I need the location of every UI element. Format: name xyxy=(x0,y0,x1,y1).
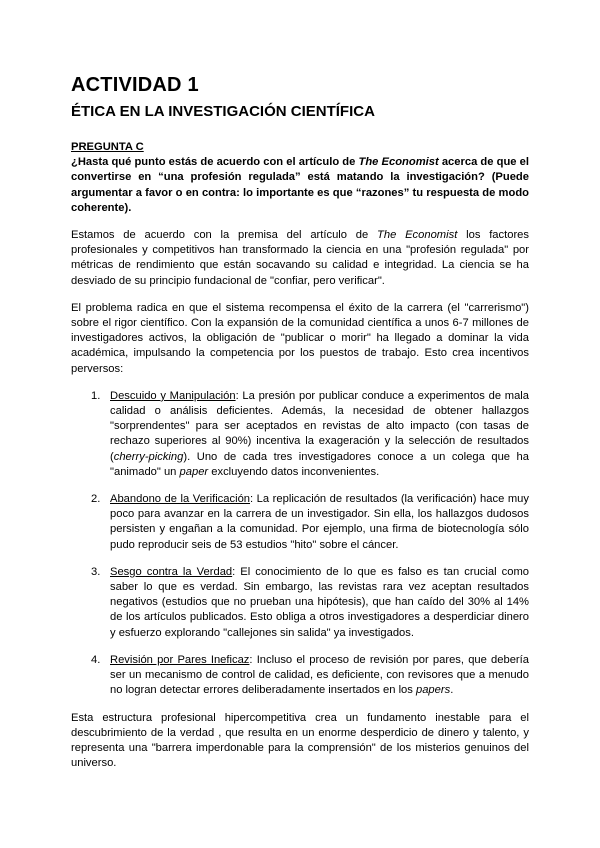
paragraph-intro-1 xyxy=(71,228,529,289)
list-item-heading: Sesgo contra la Verdad xyxy=(110,565,233,578)
list-item xyxy=(71,492,529,553)
list-item-italic: paper xyxy=(179,465,209,478)
list-item xyxy=(71,389,529,480)
magazine-name: The Economist xyxy=(377,229,458,242)
document-title: ACTIVIDAD 1 xyxy=(71,74,199,96)
list-item-italic: cherry-picking xyxy=(113,450,184,463)
incentives-list xyxy=(71,389,529,699)
list-item-heading: Descuido y Manipulación xyxy=(110,389,236,402)
list-item-text: excluyendo datos inconvenientes. xyxy=(208,465,380,478)
list-item-number: 2. xyxy=(91,493,101,506)
list-item xyxy=(71,653,529,699)
list-item-text: : La presión por publicar conduce a experimentos de mala calidad o análisis deficientes. Además, la necesidad de obtener hallazgos "sorprendentes" para ser aceptados en revistas de alto impacto (con tasas de rechazo superiores al 90%) incentiva la exageración y la selección de resultados ( xyxy=(110,389,530,463)
list-item-number: 3. xyxy=(91,565,101,578)
document-subtitle: ÉTICA EN LA INVESTIGACIÓN CIENTÍFICA xyxy=(71,103,375,120)
list-item-heading: Revisión por Pares Ineficaz xyxy=(110,653,250,666)
paragraph-text: Estamos de acuerdo con la premisa del artículo de xyxy=(71,229,378,242)
paragraph-intro-2: El problema radica en que el sistema recompensa el éxito de la carrera (el "carrerismo") sobre el rigor científico. Con la expansión de la comunidad científica a unos 6-7 millones de investigadores activos, la obligación de "publicar o morir" ha llegado a dominar la vida académica, impulsando la competencia por los puestos de trabajo. Esto crea incentivos perversos: xyxy=(71,301,529,375)
list-item-italic: papers xyxy=(415,684,451,697)
list-item xyxy=(71,565,529,641)
document-body xyxy=(71,140,529,783)
list-item-number: 1. xyxy=(91,389,101,402)
list-item-heading: Abandono de la Verificación xyxy=(110,493,251,506)
list-item-number: 4. xyxy=(91,653,101,666)
question-label: PREGUNTA C xyxy=(71,141,144,153)
list-item-text: ). Uno de cada tres investigadores conoce a un colega que ha "animado" un xyxy=(110,450,529,478)
question-text-part: ¿Hasta qué punto estás de acuerdo con el artículo de xyxy=(71,156,359,169)
list-item-text: : Incluso el proceso de revisión por pares, que debería ser un mecanismo de control de calidad, es deficiente, con revisores que a menudo no logran detectar errores deliberadamente insertados en los xyxy=(110,653,529,697)
question-text-part: acerca de que el convertirse en “una profesión regulada” está matando la investigación? (Puede argumentar a favor o en contra: lo importante es que “razones” tu respuesta de modo coherente). xyxy=(71,156,529,214)
list-item-text: : La replicación de resultados (la verificación) hace muy poco para avanzar en la carrera de un investigador. Sin ella, los hallazgos dudosos persisten y engañan a la comunidad. Por ejemplo, una firma de biotecnología sólo pudo reproducir seis de 53 estudios "hito" sobre el cáncer. xyxy=(110,493,529,551)
paragraph-text: los factores profesionales y competitivos han transformado la ciencia en una "profesión regulada" por métricas de rendimiento que están socavando su calidad e integridad. La ciencia se ha desviado de su principio fundacional de "confiar, pero verificar". xyxy=(71,229,529,287)
magazine-name: The Economist xyxy=(358,156,439,169)
paragraph-conclusion: Esta estructura profesional hipercompetitiva crea un fundamento inestable para el descubrimiento de la verdad , que resulta en un enorme desperdicio de dinero y talento, y representa una "barrera imperdonable para la comprensión" de los misterios genuinos del universo. xyxy=(71,711,529,770)
list-item-text: : El conocimiento de lo que es falso es tan crucial como saber lo que es verdad. Sin embargo, las revistas rara vez aceptan resultados negativos (estudios que no prueban una hipótesis), que han caído del 30% al 14% de los artículos publicados. Esto obliga a otros investigadores a desperdiciar dinero y esfuerzo explorando "callejones sin salida" ya investigados. xyxy=(110,565,529,639)
list-item-text: . xyxy=(450,684,454,697)
question-text xyxy=(71,155,529,216)
